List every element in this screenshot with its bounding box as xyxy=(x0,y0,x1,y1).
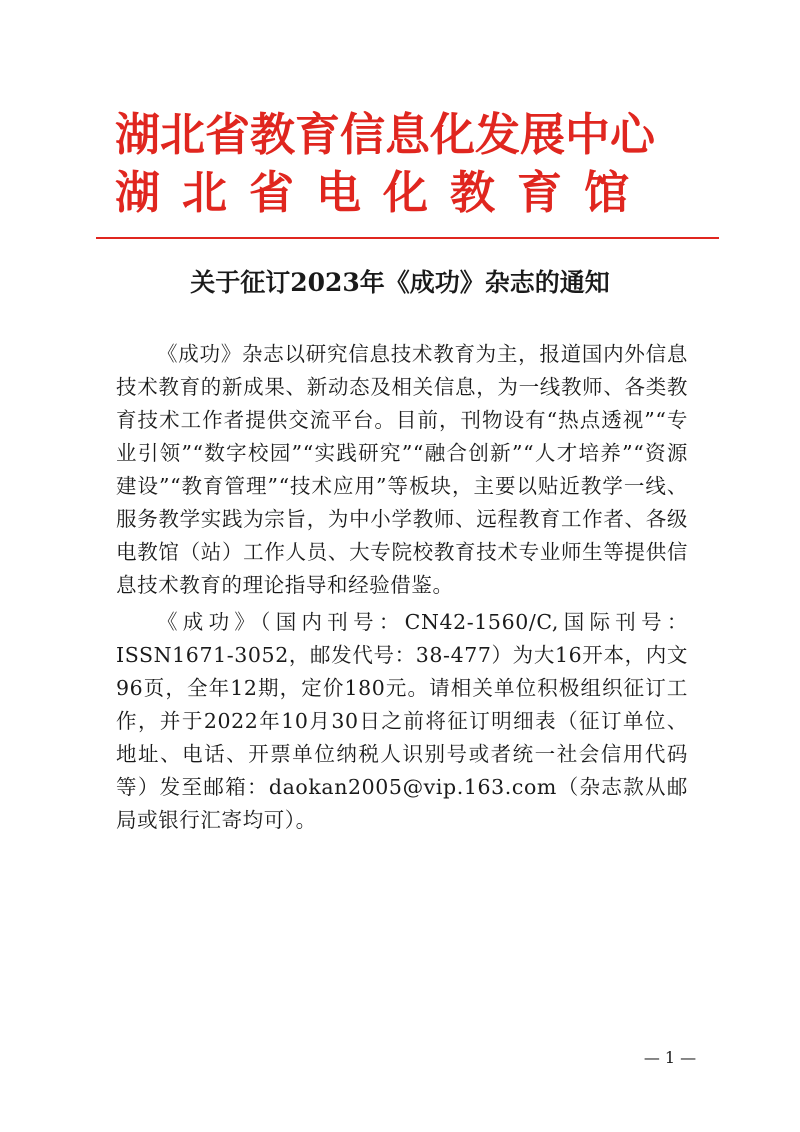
body-paragraph-2: 《成功》（国内刊号：CN42-1560/C,国际刊号：ISSN1671-3052，邮发代号：38-477）为大16开本，内文96页，全年12期，定价180元。请相关单位积极组织征订工作，并于2022年10月30日之前将征订明细表（征订单位、地址、电话、开票单位纳税人识别号或者统一社会信用代码等）发至邮箱：daokan2005@vip.163.com（杂志款从邮局或银行汇寄均可）。 xyxy=(116,610,688,832)
notice-title: 关于征订2023年《成功》杂志的通知 xyxy=(190,268,610,297)
letterhead xyxy=(115,106,685,222)
body-paragraph-1: 《成功》杂志以研究信息技术教育为主，报道国内外信息技术教育的新成果、新动态及相关信息，为一线教师、各类教育技术工作者提供交流平台。目前，刊物设有“热点透视”“专业引领”“数字校园”“实践研究”“融合创新”“人才培养”“资源建设”“教育管理”“技术应用”等板块，主要以贴近教学一线、服务教学实践为宗旨，为中小学教师、远程教育工作者、各级电教馆（站）工作人员、大专院校教育技术专业师生等提供信息技术教育的理论指导和经验借鉴。 xyxy=(116,342,688,597)
letterhead-line-1: 湖北省教育信息化发展中心 xyxy=(115,108,656,161)
page-number: — 1 — xyxy=(643,1048,697,1067)
letterhead-line-2: 湖北省电化教育馆 xyxy=(115,166,652,219)
notice-body xyxy=(116,338,688,837)
letterhead-divider xyxy=(96,237,719,239)
